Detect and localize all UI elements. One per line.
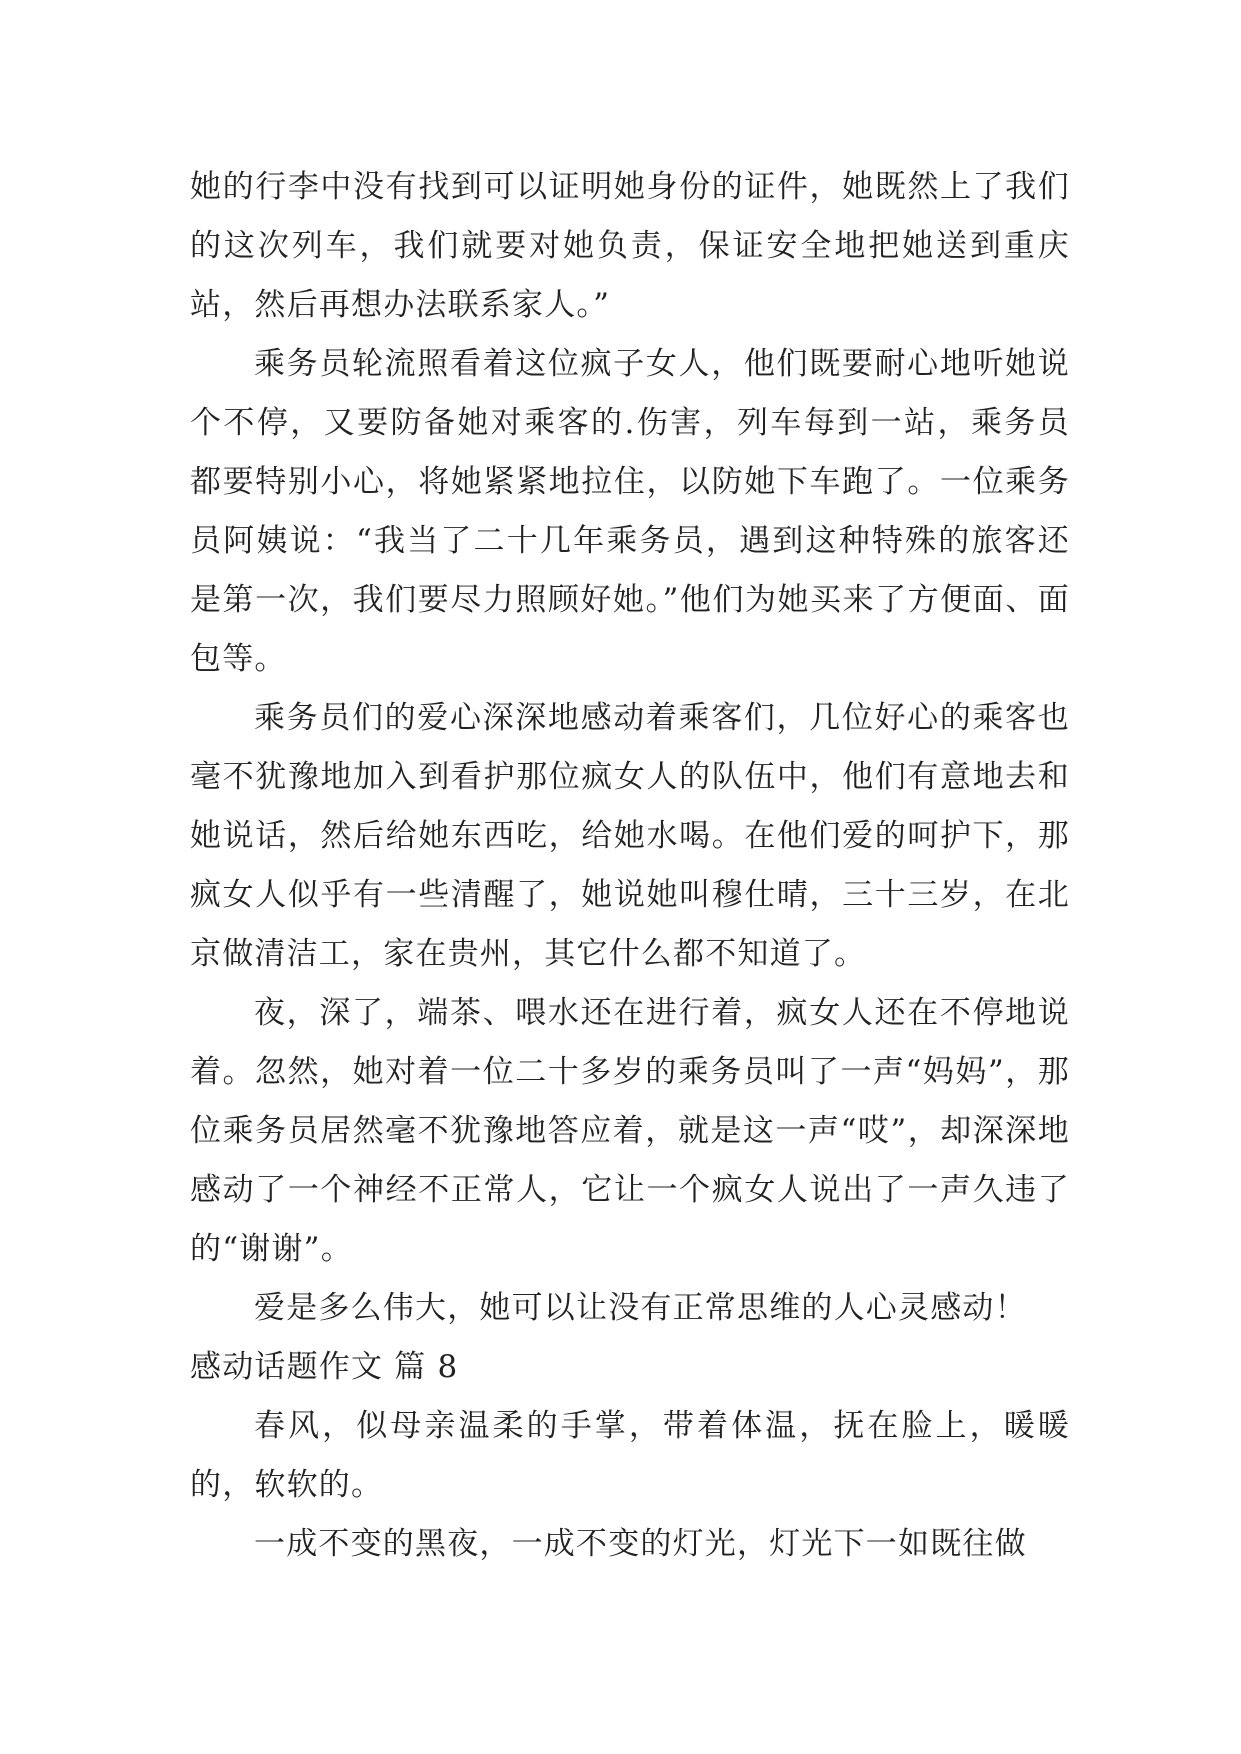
paragraph: 春风，似母亲温柔的手掌，带着体温，抚在脸上，暖暖的，软软的。 <box>190 1408 1070 1503</box>
document-body <box>190 158 1070 1574</box>
paragraph: 一成不变的黑夜，一成不变的灯光，灯光下一如既往做 <box>254 1526 1027 1562</box>
paragraph: 乘务员轮流照看着这位疯子女人，他们既要耐心地听她说个不停，又要防备她对乘客的.伤害，列车每到一站，乘务员都要特别小心，将她紧紧地拉住，以防她下车跑了。一位乘务员阿姨说：“我当了二十几年乘务员，遇到这种特殊的旅客还是第一次，我们要尽力照顾好她。”他们为她买来了方便面、面包等。 <box>190 346 1070 677</box>
paragraph: 夜，深了，端茶、喂水还在进行着，疯女人还在不停地说着。忽然，她对着一位二十多岁的乘务员叫了一声“妈妈”，那位乘务员居然毫不犹豫地答应着，就是这一声“哎”，却深深地感动了一个神经不正常人，它让一个疯女人说出了一声久违了的“谢谢”。 <box>190 995 1070 1267</box>
section-heading: 感动话题作文 篇 8 <box>190 1349 459 1385</box>
paragraph: 爱是多么伟大，她可以让没有正常思维的人心灵感动！ <box>254 1290 1027 1326</box>
paragraph: 她的行李中没有找到可以证明她身份的证件，她既然上了我们的这次列车，我们就要对她负责，保证安全地把她送到重庆站，然后再想办法联系家人。” <box>190 169 1070 323</box>
paragraph: 乘务员们的爱心深深地感动着乘客们，几位好心的乘客也毫不犹豫地加入到看护那位疯女人的队伍中，他们有意地去和她说话，然后给她东西吃，给她水喝。在他们爱的呵护下，那疯女人似乎有一些清醒了，她说她叫穆仕晴，三十三岁，在北京做清洁工，家在贵州，其它什么都不知道了。 <box>190 700 1070 972</box>
